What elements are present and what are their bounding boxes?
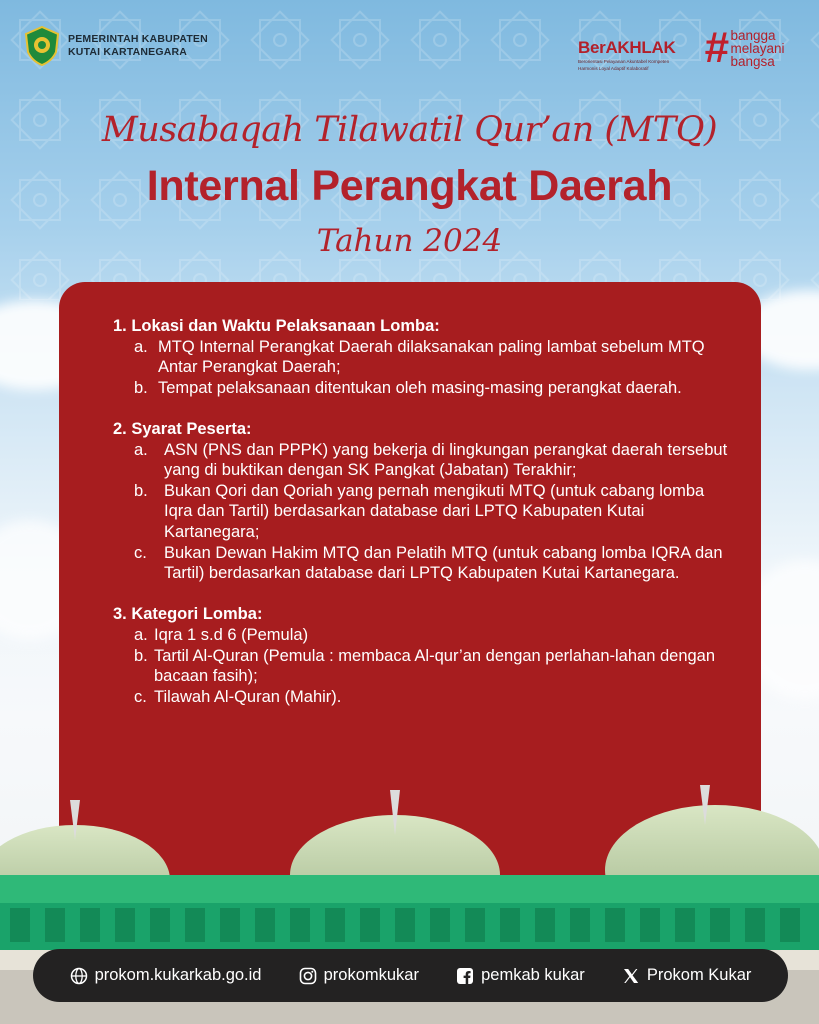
item-label: a. — [134, 440, 148, 459]
item-label: b. — [134, 481, 148, 500]
x-link[interactable] — [622, 966, 752, 985]
berakhlak-logo — [578, 38, 688, 72]
gov-line-1: PEMERINTAH KABUPATEN — [68, 33, 208, 45]
item-label: b. — [134, 378, 148, 397]
government-name — [68, 33, 208, 59]
bangga-word-2: melayani — [730, 40, 785, 56]
globe-icon — [70, 967, 88, 985]
list-item — [134, 646, 733, 687]
website-text: prokom.kukarkab.go.id — [94, 966, 262, 984]
item-text: Iqra 1 s.d 6 (Pemula) — [154, 625, 309, 644]
section-location-time — [113, 316, 733, 398]
list-item — [134, 378, 733, 399]
title-line-2: Internal Perangkat Daerah — [146, 162, 673, 210]
list-item — [134, 543, 733, 584]
title-line-1: Musabaqah Tilawatil Qur’an (MTQ) — [101, 110, 718, 150]
x-text: Prokom Kukar — [646, 966, 752, 984]
instagram-text: prokomkukar — [323, 966, 419, 984]
title-line-3: Tahun 2024 — [316, 223, 503, 259]
berakhlak-sub-2: Harmonis Loyal Adaptif Kolaboratif — [578, 66, 649, 71]
item-text: MTQ Internal Perangkat Daerah dilaksanakan paling lambat sebelum MTQ Antar Perangkat Daerah; — [158, 337, 705, 377]
card-content — [113, 316, 733, 728]
berakhlak-title: BerAKHLAK — [578, 38, 676, 57]
item-text: Bukan Qori dan Qoriah yang pernah mengikuti MTQ (untuk cabang lomba Iqra dan Tartil) berdasarkan database dari LPTQ Kabupaten Kutai Kartanegara; — [164, 481, 705, 541]
item-label: c. — [134, 687, 147, 706]
instagram-link[interactable] — [299, 966, 419, 985]
section-heading: 1. Lokasi dan Waktu Pelaksanaan Lomba: — [113, 317, 440, 335]
item-text: Bukan Dewan Hakim MTQ dan Pelatih MTQ (untuk cabang lomba IQRA dan Tartil) berdasarkan database dari LPTQ Kabupaten Kutai Kartanegara. — [164, 543, 723, 583]
facebook-link[interactable] — [456, 966, 585, 985]
item-label: b. — [134, 646, 148, 665]
government-logo — [24, 26, 208, 66]
section-heading: 3. Kategori Lomba: — [113, 605, 263, 624]
list-item — [134, 440, 733, 481]
facebook-icon — [456, 967, 474, 985]
section-participant-requirements — [113, 419, 733, 584]
item-label: a. — [134, 625, 148, 644]
item-text: ASN (PNS dan PPPK) yang bekerja di lingkungan perangkat daerah tersebut yang di buktikan dengan SK Pangkat (Jabatan) Terakhir; — [164, 440, 728, 480]
bangga-word-3: bangsa — [730, 53, 775, 69]
x-icon — [622, 967, 640, 985]
section-heading: 2. Syarat Peserta: — [113, 419, 252, 438]
section-competition-categories — [113, 604, 733, 707]
item-text: Tempat pelaksanaan ditentukan oleh masing-masing perangkat daerah. — [158, 378, 682, 397]
list-item — [134, 687, 733, 708]
website-link[interactable] — [70, 966, 262, 985]
item-text: Tartil Al-Quran (Pemula : membaca Al-qur’an dengan perlahan-lahan dengan bacaan fasih); — [154, 646, 716, 686]
social-footer — [33, 949, 788, 1002]
berakhlak-sub-1: Berorientasi Pelayanan Akuntabel Kompeten — [578, 59, 670, 64]
instagram-icon — [299, 967, 317, 985]
regency-emblem-icon — [24, 26, 60, 66]
list-item — [134, 337, 733, 378]
bangga-word-1: bangga — [730, 27, 776, 43]
item-label: a. — [134, 337, 148, 356]
item-label: c. — [134, 543, 147, 562]
gov-line-2: KUTAI KARTANEGARA — [68, 46, 188, 58]
bangga-melayani-logo — [704, 23, 785, 72]
facebook-text: pemkab kukar — [481, 966, 585, 984]
item-text: Tilawah Al-Quran (Mahir). — [154, 687, 342, 706]
list-item — [134, 481, 733, 543]
hashtag-icon: # — [704, 23, 729, 72]
bangga-words — [730, 29, 784, 68]
list-item — [134, 625, 733, 646]
